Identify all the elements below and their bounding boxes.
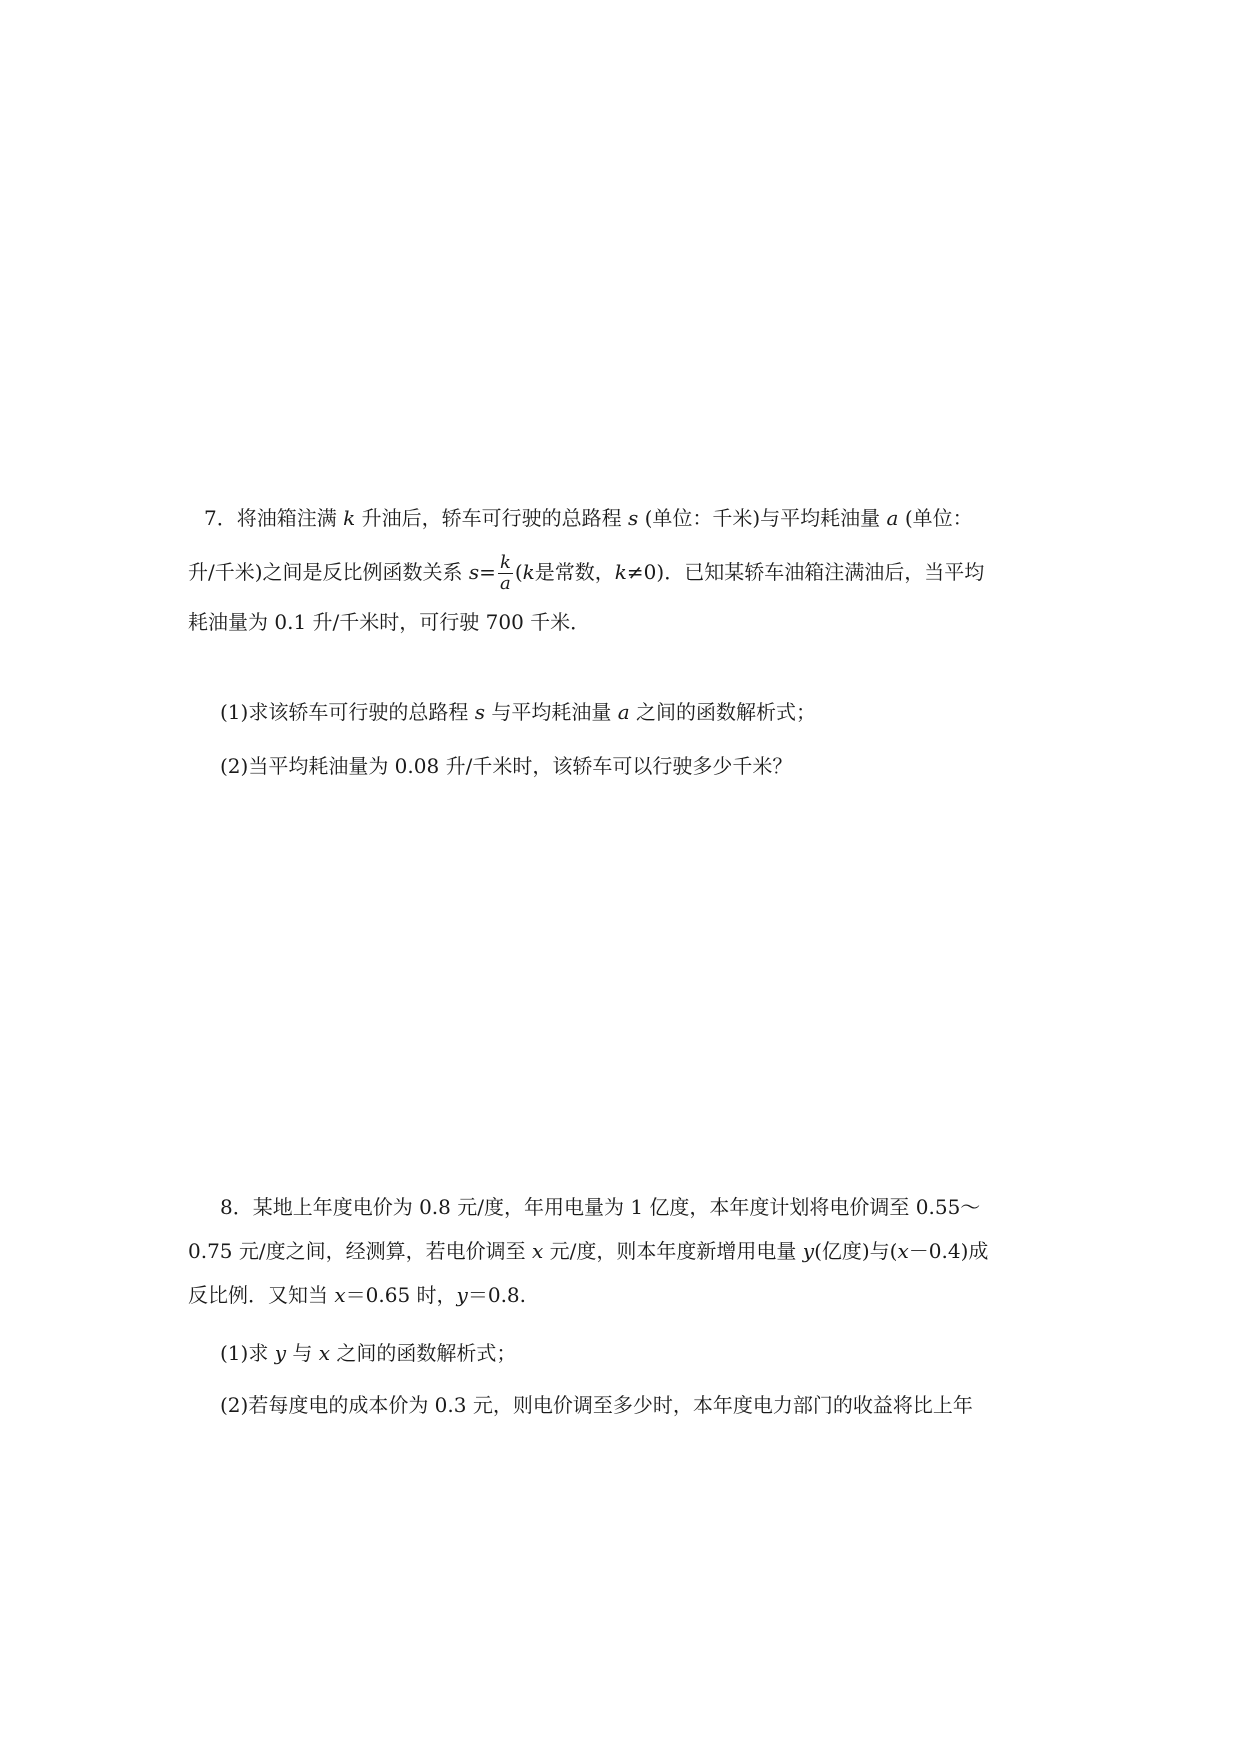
q8-s1-text-1: (1)求 <box>220 1341 269 1365</box>
fraction-k-over-a <box>498 553 513 594</box>
fraction-numerator: k <box>499 552 511 573</box>
q8-sub-2: (2)若每度电的成本价为 0.3 元，则电价调至多少时，本年度电力部门的收益将比上年 <box>220 1393 973 1417</box>
q7-sub-1 <box>220 698 816 726</box>
q7-l2-text-1: 升/千米)之间是反比例函数关系 <box>188 560 463 584</box>
q7-l2-var-k2: k <box>614 560 627 584</box>
q7-l2-var-s: s <box>468 560 480 584</box>
q7-line-2 <box>188 548 984 596</box>
q7-s1-text-3: 之间的函数解析式； <box>635 700 816 724</box>
q7-l2-text-4: 是常数， <box>534 560 615 584</box>
q8-l2-var-y: y <box>802 1239 815 1263</box>
q8-s1-text-3: 之间的函数解析式； <box>336 1341 517 1365</box>
q8-l3-var-y: y <box>456 1283 468 1307</box>
q8-l2-var-x2: x <box>897 1239 909 1263</box>
q7-line-1 <box>204 504 973 532</box>
q7-l1-text-4: (单位： <box>904 506 973 530</box>
q8-l2-var-x: x <box>532 1239 544 1263</box>
q8-s1-var-x: x <box>318 1341 331 1365</box>
q7-l2-paren: ( <box>514 560 523 584</box>
fraction-denominator: a <box>498 573 513 594</box>
q7-s1-text-1: (1)求该轿车可行驶的总路程 <box>220 700 469 724</box>
q7-l1-var-a: a <box>886 506 899 530</box>
q7-s1-var-s: s <box>474 700 485 724</box>
q7-l1-var-s: s <box>627 506 639 530</box>
q8-l2-text-3: (亿度)与( <box>814 1239 898 1263</box>
q8-l2-text-4: －0.4)成 <box>908 1239 989 1263</box>
q7-s1-var-a: a <box>617 700 630 724</box>
q8-l2-text-1: 0.75 元/度之间，经测算，若电价调至 <box>188 1239 526 1263</box>
q8-l3-var-x: x <box>334 1283 346 1307</box>
q7-l1-text-2: 升油后，轿车可行驶的总路程 <box>361 506 622 530</box>
q8-line-3 <box>188 1281 526 1309</box>
q8-line-2 <box>188 1237 988 1265</box>
q8-line-1: 8．某地上年度电价为 0.8 元/度，年用电量为 1 亿度，本年度计划将电价调至 0.55～ <box>220 1195 981 1219</box>
q7-l1-text-1: 7．将油箱注满 <box>204 506 337 530</box>
q7-line-3: 耗油量为 0.1 升/千米时，可行驶 700 千米． <box>188 610 591 634</box>
q7-l2-text-5: ≠0)．已知某轿车油箱注满油后，当平均 <box>626 560 985 584</box>
q7-l1-var-k: k <box>343 506 356 530</box>
q8-s1-text-2: 与 <box>292 1341 313 1365</box>
q8-l3-text-1: 反比例．又知当 <box>188 1283 328 1307</box>
q8-s1-var-y: y <box>274 1341 287 1365</box>
q8-l2-text-2: 元/度，则本年度新增用电量 <box>549 1239 797 1263</box>
q8-sub-1 <box>220 1339 516 1367</box>
q8-l3-text-2: ＝0.65 时， <box>345 1283 457 1307</box>
q7-l1-text-3: (单位：千米)与平均耗油量 <box>644 506 881 530</box>
q8-l3-text-3: ＝0.8. <box>467 1283 527 1307</box>
q7-l2-equals: = <box>479 560 496 584</box>
q7-s1-text-2: 与平均耗油量 <box>491 700 612 724</box>
q7-l2-var-k1: k <box>522 560 535 584</box>
q7-sub-2: (2)当平均耗油量为 0.08 升/千米时，该轿车可以行驶多少千米？ <box>220 754 793 778</box>
